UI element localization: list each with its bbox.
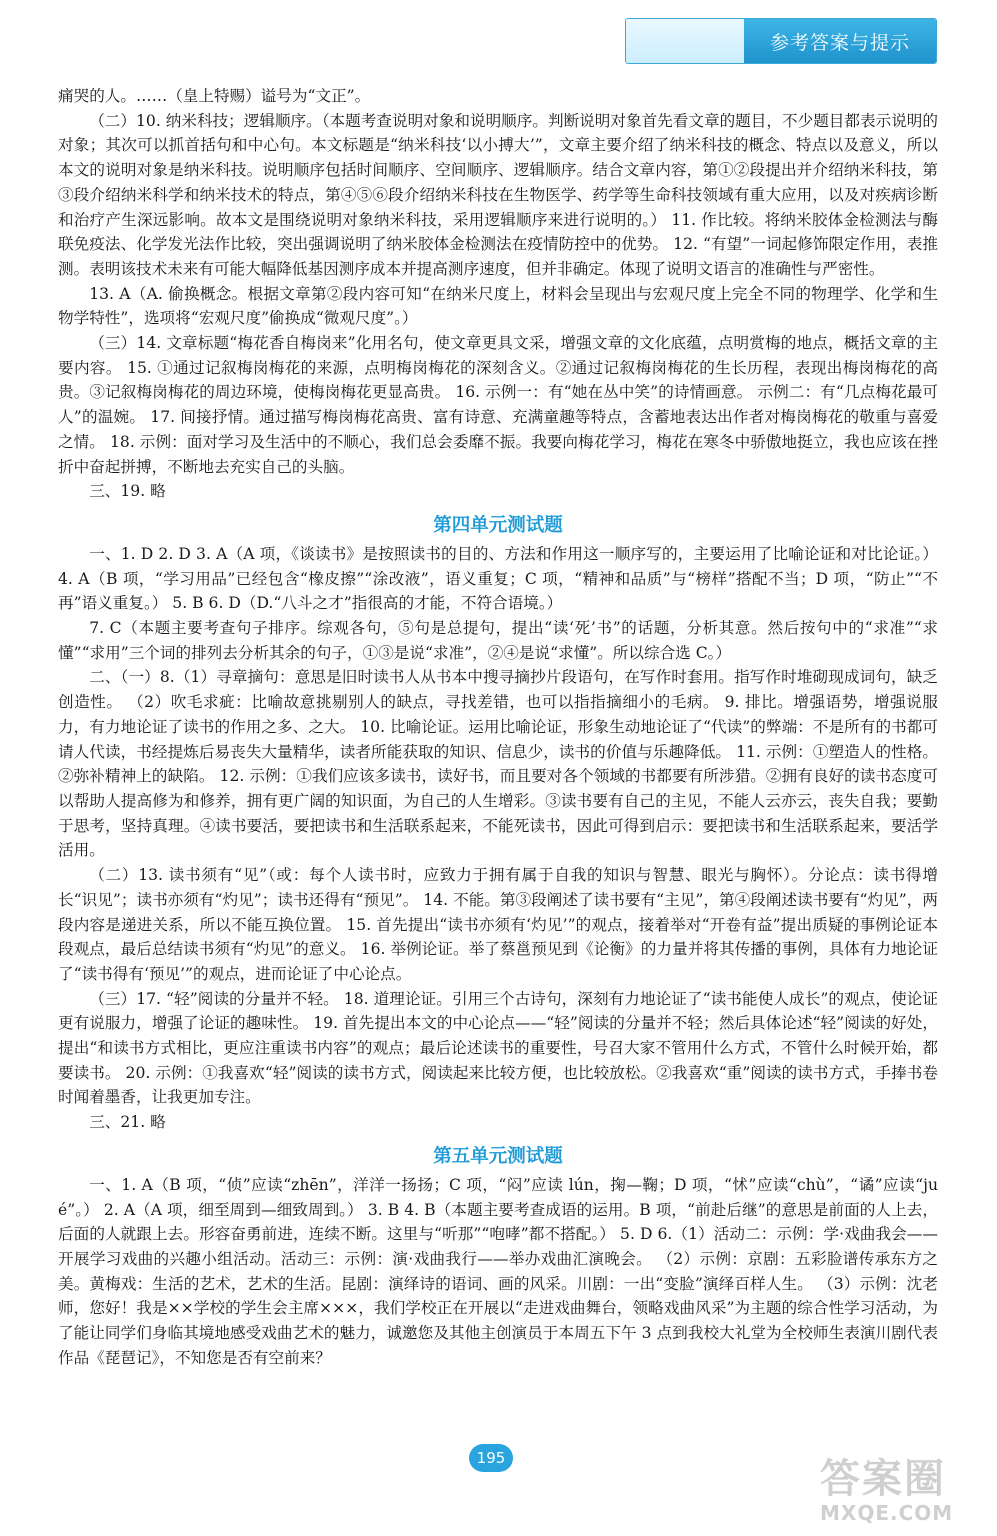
answer-paragraph: （三）17. “轻”阅读的分量并不轻。 18. 道理论证。引用三个古诗句，深刻有力地论证了“读书能使人成长”的观点，使论证更有说服力，增强了论证的趣味性。 19. 首先提出本文的中心论点——“轻”阅读的分量并不轻；然后具体论述“轻”阅读的好处，提出“和读书方式相比，更应注重读书内容”的观点；最后论述读书的重要性，号召大家不管用什么方式，不管什么时候开始，都要读书。 20. 示例：①我喜欢“轻”阅读的读书方式，阅读起来比较方便，也比较放松。②我喜欢“重”阅读的读书方式，手捧书卷时闻着墨香，让我更加专注。 — [58, 989, 938, 1107]
answer-paragraph: 三、21. 略 — [89, 1113, 166, 1132]
section-title-unit5: 第五单元测试题 — [433, 1145, 563, 1167]
watermark-logo — [820, 1456, 980, 1528]
answer-paragraph: （三）14. 文章标题“梅花香自梅岗来”化用名句，使文章更具文采，增强文章的文化底蕴，点明赏梅的地点，概括文章的主要内容。 15. ①通过记叙梅岗梅花的来源，点明梅岗梅花的深刻含义。②通过记叙梅岗梅花的生长历程，表现出梅岗梅花的高贵。③记叙梅岗梅花的周边环境，使梅岗梅花更显高贵。 16. 示例一：有“她在丛中笑”的诗情画意。 示例二：有“几点梅花最可人”的温婉。 17. 间接抒情。通过描写梅岗梅花高贵、富有诗意、充满童趣等特点，含蓄地表达出作者对梅岗梅花的敬重与喜爱之情。 18. 示例：面对学习及生活中的不顺心，我们总会委靡不振。我要向梅花学习，梅花在寒冬中骄傲地挺立，我也应该在挫折中奋起拼搏，不断地去充实自己的头脑。 — [58, 334, 938, 476]
watermark-url: MXQE.COM — [820, 1501, 954, 1525]
answer-paragraph: 三、19. 略 — [89, 482, 166, 501]
watermark-text: 答案圈 — [820, 1456, 946, 1502]
answer-paragraph: 痛哭的人。……（皇上特赐）谥号为“文正”。 — [58, 87, 371, 105]
answer-content — [58, 84, 938, 1370]
header-badge-blank — [626, 19, 744, 63]
section-title-unit4: 第四单元测试题 — [433, 514, 563, 536]
answer-paragraph: （二）13. 读书须有“见”（或：每个人读书时，应致力于拥有属于自我的知识与智慧、眼光与胸怀）。分论点：读书得增长“识见”；读书亦须有“灼见”；读书还得有“预见”。 14. 不能。第③段阐述了读书要有“主见”，第④段阐述读书要有“灼见”，两段内容是递进关系，所以不能互换位置。 15. 首先提出“读书亦须有‘灼见’”的观点，接着举对“开卷有益”提出质疑的事例论证本段观点，最后总结读书须有“灼见”的意义。 16. 举例论证。举了蔡邕预见到《论衡》的力量并将其传播的事例，具体有力地论证了“读书得有‘预见’”的观点，进而论证了中心论点。 — [58, 866, 938, 983]
answer-paragraph: 一、1. D 2. D 3. A（A 项，《谈读书》是按照读书的目的、方法和作用这一顺序写的，主要运用了比喻论证和对比论证。） 4. A（B 项，“学习用品”已经包含“橡皮擦”“涂改液”，语义重复；C 项，“精神和品质”与“榜样”搭配不当；D 项，“防止”“不再”语义重复。） 5. B 6. D（D.“八斗之才”指很高的才能，不符合语境。） — [58, 544, 938, 613]
answer-paragraph: （二）10. 纳米科技；逻辑顺序。（本题考查说明对象和说明顺序。判断说明对象首先看文章的题目，不少题目都表示说明的对象；其次可以抓首括句和中心句。本文标题是“纳米科技‘以小搏大’”，文章主要介绍了纳米科技的概念、特点以及意义，所以本文的说明对象是纳米科技。说明顺序包括时间顺序、空间顺序、逻辑顺序。结合文章内容，第①②段提出并介绍纳米科技，第③段介绍纳米科学和纳米技术的特点，第④⑤⑥段介绍纳米科技在生物医学、药学等生命科技领域有重大应用，以及对疾病诊断和治疗产生深远影响。故本文是围绕说明对象纳米科技，采用逻辑顺序来进行说明的。） 11. 作比较。将纳米胶体金检测法与酶联免疫法、化学发光法作比较，突出强调说明了纳米胶体金检测法在疫情防控中的优势。 12. “有望”一词起修饰限定作用，表推测。表明该技术未来有可能大幅降低基因测序成本并提高测序速度，但并非确定。体现了说明文语言的准确性与严密性。 — [58, 111, 938, 278]
answer-paragraph: 二、（一）8.（1）寻章摘句：意思是旧时读书人从书本中搜寻摘抄片段语句，在写作时套用。指写作时堆砌现成词句，缺乏创造性。 （2）吹毛求疵：比喻故意挑剔别人的缺点，寻找差错，也可以指指摘细小的毛病。 9. 排比。增强语势，增强说服力，有力地论证了读书的作用之多、之大。 10. 比喻论证。运用比喻论证，形象生动地论证了“代读”的弊端：不是所有的书都可请人代读，书经提炼后易丧失大量精华，读者所能获取的知识、信息少，读书的价值与乐趣降低。 11. 示例：①塑造人的性格。②弥补精神上的缺陷。 12. 示例：①我们应该多读书，读好书，而且要对各个领域的书都要有所涉猎。②拥有良好的读书态度可以帮助人提高修为和修养，拥有更广阔的知识面，为自己的人生增彩。③读书要有自己的主见，不能人云亦云，丧失自我；要勤于思考，坚持真理。④读书要活，要把读书和生活联系起来，不能死读书，因此可得到启示：要把读书和生活联系起来，要活学活用。 — [58, 668, 938, 860]
answer-paragraph: 一、1. A（B 项，“侦”应读“zhēn”，洋洋一扬扬；C 项，“闷”应读 lún，掬—鞠；D 项，“怵”应读“chù”，“谲”应读“jué”。） 2. A（A 项，细至周到—细致周到。） 3. B 4. B（本题主要考查成语的运用。B 项，“前赴后继”的意思是前面的人上去，后面的人就跟上去。形容奋勇前进，连续不断。这里与“听那”“咆哮”都不搭配。） 5. D 6.（1）活动二：示例：学·戏曲我会——开展学习戏曲的兴趣小组活动。活动三：示例：演·戏曲我行——举办戏曲汇演晚会。 （2）示例：京剧：五彩脸谱传承东方之美。黄梅戏：生活的艺术，艺术的生活。昆剧：演绎诗的语词、画的风采。川剧：一出“变脸”演绎百样人生。 （3）示例：沈老师，您好！我是××学校的学生会主席×××，我们学校正在开展以“走进戏曲舞台，领略戏曲风采”为主题的综合性学习活动，为了能让同学们身临其境地感受戏曲艺术的魅力，诚邀您及其他主创演员于本周五下午 3 点到我校大礼堂为全校师生表演川剧代表作品《琵琶记》，不知您是否有空前来？ — [58, 1175, 938, 1367]
header-badge-label: 参考答案与提示 — [744, 19, 936, 63]
page-number: 195 — [469, 1444, 513, 1472]
answer-paragraph: 7. C（本题主要考查句子排序。综观各句，⑤句是总提句，提出“读‘死’书”的话题，分析其意。然后按句中的“求准”“求懂”“求用”三个词的排列去分析其余的句子，①③是说“求准”，②④是说“求懂”。所以综合选 C。） — [58, 619, 938, 662]
answer-paragraph: 13. A（A. 偷换概念。根据文章第②段内容可知“在纳米尺度上，材料会呈现出与宏观尺度上完全不同的物理学、化学和生物学特性”，选项将“宏观尺度”偷换成“微观尺度”。） — [58, 284, 938, 328]
header-badge — [625, 18, 937, 64]
